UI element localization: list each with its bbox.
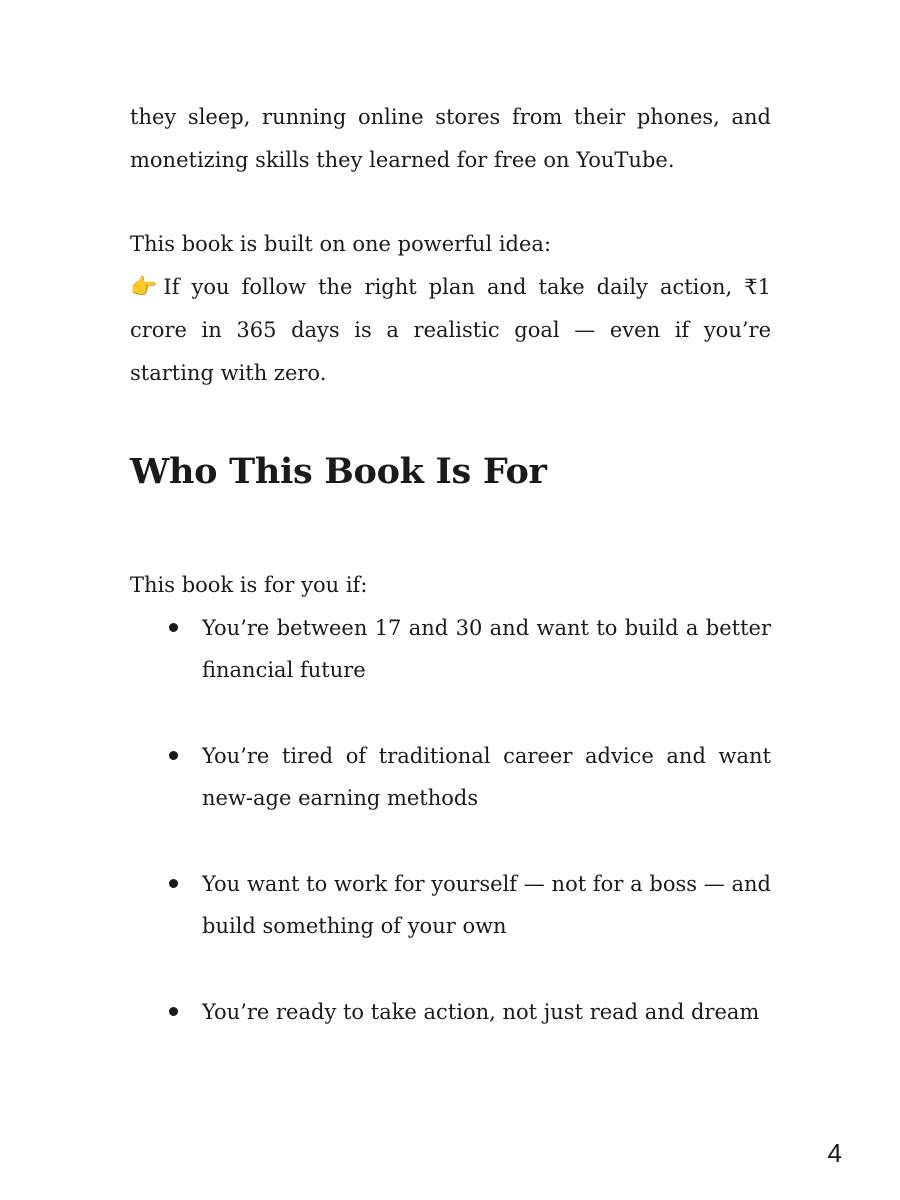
- audience-bullet-list: [130, 607, 771, 1034]
- book-idea-statement-paragraph: [130, 266, 771, 395]
- book-idea-statement: If you follow the right plan and take daily action, ₹1 crore in 365 days is a realistic goal — even if you’re starting with zero.: [130, 274, 771, 385]
- page-number: 4: [827, 1138, 842, 1168]
- bullet-dot-icon: [169, 623, 178, 632]
- bullet-dot-icon: [169, 879, 178, 888]
- list-item-text: You’re between 17 and 30 and want to build a better financial future: [202, 615, 771, 682]
- list-item: [130, 991, 771, 1034]
- section-heading: Who This Book Is For: [130, 451, 547, 492]
- list-item: [130, 735, 771, 820]
- list-item: [130, 607, 771, 692]
- paragraph-continuation: they sleep, running online stores from their phones, and monetizing skills they learned for free on YouTube.: [130, 105, 771, 172]
- bullet-dot-icon: [169, 751, 178, 760]
- list-item-text: You’re ready to take action, not just read and dream: [202, 999, 760, 1024]
- paragraph-spacer: [130, 181, 771, 223]
- book-idea-intro: This book is built on one powerful idea:: [130, 232, 552, 256]
- list-item: [130, 863, 771, 948]
- section-intro: This book is for you if:: [130, 573, 368, 597]
- page-content: [130, 96, 771, 1033]
- bullet-dot-icon: [169, 1007, 178, 1016]
- list-item-text: You want to work for yourself — not for a boss — and build something of your own: [202, 871, 771, 938]
- list-item-text: You’re tired of traditional career advice and want new-age earning methods: [202, 743, 771, 810]
- pointing-hand-icon: 👉: [130, 274, 158, 300]
